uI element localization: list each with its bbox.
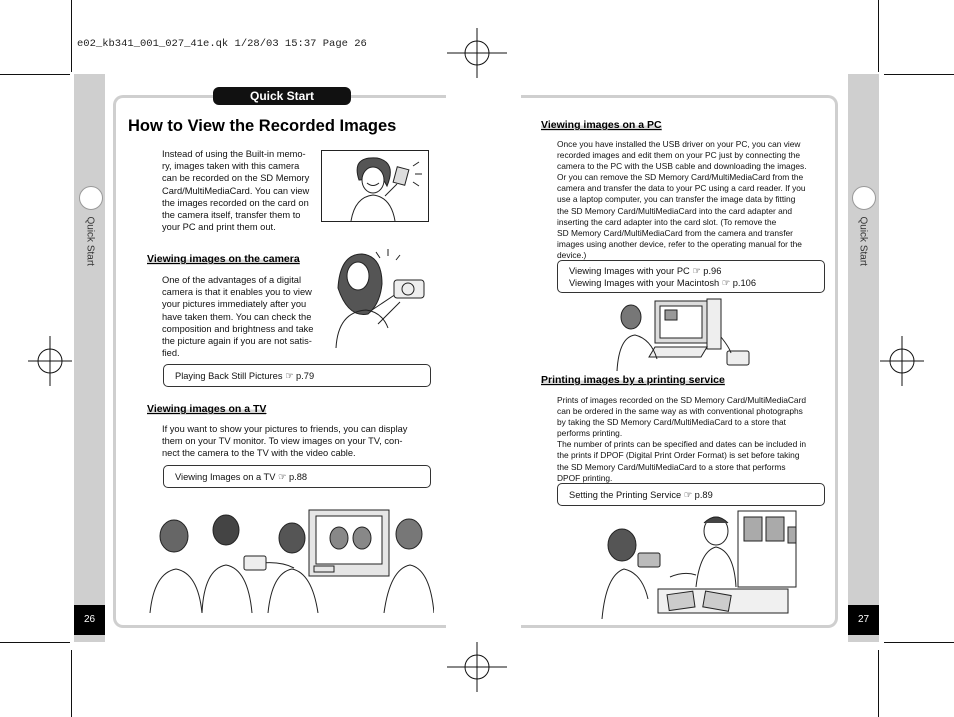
left-page-number: 26 bbox=[74, 605, 105, 635]
ref-viewing-pc[interactable] bbox=[557, 260, 825, 293]
pointing-hand-icon: ☞ bbox=[683, 490, 693, 500]
quick-start-badge: Quick Start bbox=[213, 87, 351, 105]
pointing-hand-icon: ☞ bbox=[278, 472, 287, 482]
pointing-hand-icon: ☞ bbox=[692, 266, 701, 276]
left-tab-circle bbox=[79, 186, 103, 210]
left-side-tab bbox=[74, 74, 105, 642]
viewing-on-camera-text: One of the advantages of a digital camera is that it enables you to view your pictures immediately after you have taken them. You can check the composition and brightness and take the picture again if you are not satis- fied. bbox=[162, 275, 314, 359]
friends-watching-tv-illustration bbox=[144, 508, 434, 613]
pointing-hand-icon: ☞ bbox=[721, 278, 731, 288]
woman-with-camera-illustration bbox=[332, 248, 436, 348]
man-at-computer-illustration bbox=[615, 297, 751, 371]
right-page-number: 27 bbox=[848, 605, 879, 635]
ref-playback-still[interactable]: Playing Back Still Pictures ☞ p.79 bbox=[163, 364, 431, 387]
ref-pc-line[interactable]: Viewing Images with your PC ☞ p.96 bbox=[569, 266, 722, 276]
print-shop-illustration bbox=[600, 509, 800, 619]
print-slug: e02_kb341_001_027_41e.qk 1/28/03 15:37 Page 26 bbox=[77, 38, 367, 50]
left-tab-label: Quick Start bbox=[84, 216, 96, 266]
ref-viewing-tv[interactable]: Viewing Images on a TV ☞ p.88 bbox=[163, 465, 431, 488]
pointing-hand-icon: ☞ bbox=[285, 371, 294, 381]
viewing-on-pc-heading: Viewing images on a PC bbox=[541, 119, 662, 131]
right-side-tab bbox=[848, 74, 879, 642]
right-tab-circle bbox=[852, 186, 876, 210]
ref-printing-service[interactable]: Setting the Printing Service ☞ p.89 bbox=[557, 483, 825, 506]
woman-with-card-illustration bbox=[321, 150, 429, 222]
viewing-on-tv-text: If you want to show your pictures to friends, you can display them on your TV monitor. To view images on your TV, con- nect the camera to the TV with the video cable. bbox=[162, 424, 408, 459]
viewing-on-pc-text: Once you have installed the USB driver on your PC, you can view recorded images and edit them on your PC just by connecting the camera to the PC with the USB cable and downloading the images. Or you can remove the SD Memory Card/MultiMediaCard from the camera and transfer the data to your PC using a card reader. If you use a laptop computer, you can transfer the image data by fitting the SD Memory Card/MultiMediaCard into the card adapter and inserting the card adapter into the card slot. (To remove the SD Memory Card/MultiMediaCard from the camera and transfer images using another device, refer to the operating manual for the device.) bbox=[557, 139, 807, 260]
printing-service-heading: Printing images by a printing service bbox=[541, 374, 725, 386]
right-tab-label: Quick Start bbox=[857, 216, 869, 266]
page-title: How to View the Recorded Images bbox=[128, 117, 397, 135]
intro-text: Instead of using the Built-in memo- ry, images taken with this camera can be recorded on the SD Memory Card/MultiMediaCard. You can view the images recorded on the card on the camera itself, transfer them to your PC and print them out. bbox=[162, 149, 310, 233]
printing-service-text: Prints of images recorded on the SD Memory Card/MultiMediaCard can be ordered in the same way as with conventional photographs by taking the SD Memory Card/MultiMediaCard to a store that performs printing. The number of prints can be specified and dates can be included in the prints if DPOF (Digital Print Order Format) is set before taking the SD Memory Card/MultiMediaCard to a store that performs DPOF printing. bbox=[557, 395, 807, 483]
viewing-on-tv-heading: Viewing images on a TV bbox=[147, 403, 267, 415]
ref-mac-line[interactable]: Viewing Images with your Macintosh ☞ p.106 bbox=[569, 278, 756, 288]
viewing-on-camera-heading: Viewing images on the camera bbox=[147, 253, 300, 265]
